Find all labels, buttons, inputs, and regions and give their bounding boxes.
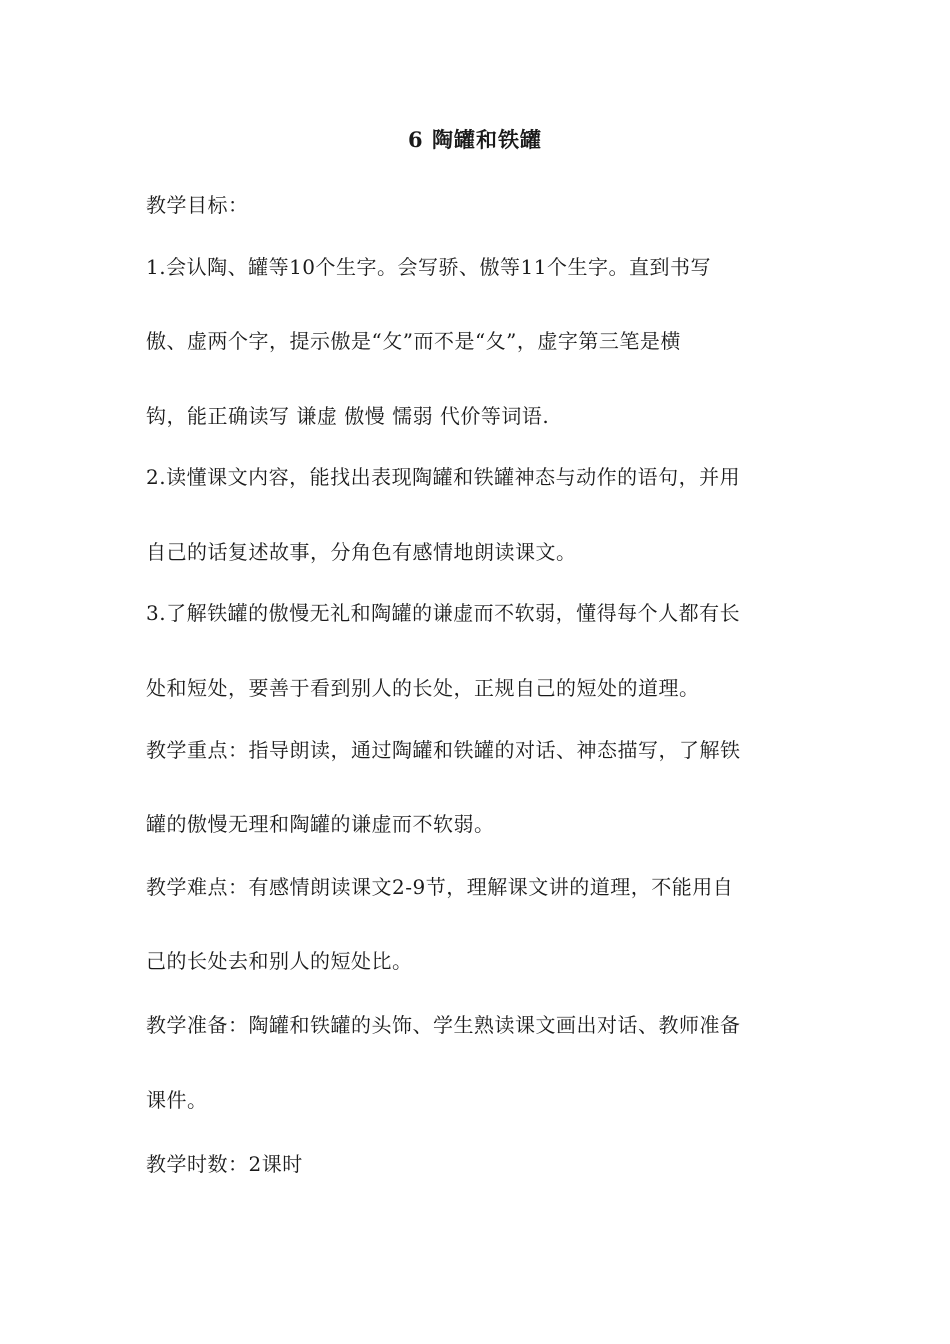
paragraph-line: 己的长处去和别人的短处比。 bbox=[146, 949, 413, 973]
paragraph-line: 自己的话复述故事，分角色有感情地朗读课文。 bbox=[146, 540, 577, 564]
section-heading-key-points: 教学重点：指导朗读，通过陶罐和铁罐的对话、神态描写，了解铁 bbox=[146, 738, 741, 762]
paragraph-line: 傲、虚两个字，提示傲是“攵”而不是“夂”，虚字第三笔是横 bbox=[146, 329, 681, 353]
paragraph-line: 钩，能正确读写 谦虚 傲慢 懦弱 代价等词语. bbox=[146, 404, 550, 428]
paragraph-line: 处和短处，要善于看到别人的长处，正规自己的短处的道理。 bbox=[146, 676, 700, 700]
section-heading-difficulties: 教学难点：有感情朗读课文2-9节，理解课文讲的道理，不能用自 bbox=[146, 875, 734, 899]
paragraph-line: 罐的傲慢无理和陶罐的谦虚而不软弱。 bbox=[146, 812, 495, 836]
paragraph-line: 1.会认陶、罐等10个生字。会写骄、傲等11个生字。直到书写 bbox=[146, 255, 711, 279]
document-title: 6 陶罐和铁罐 bbox=[408, 127, 542, 152]
section-heading-class-hours: 教学时数：2课时 bbox=[146, 1152, 303, 1176]
paragraph-line: 课件。 bbox=[146, 1088, 208, 1112]
paragraph-line: 2.读懂课文内容，能找出表现陶罐和铁罐神态与动作的语句，并用 bbox=[146, 465, 741, 489]
section-heading-preparation: 教学准备：陶罐和铁罐的头饰、学生熟读课文画出对话、教师准备 bbox=[146, 1013, 741, 1037]
paragraph-line: 3.了解铁罐的傲慢无礼和陶罐的谦虚而不软弱，懂得每个人都有长 bbox=[146, 601, 741, 625]
section-heading-objectives: 教学目标： bbox=[146, 193, 249, 217]
